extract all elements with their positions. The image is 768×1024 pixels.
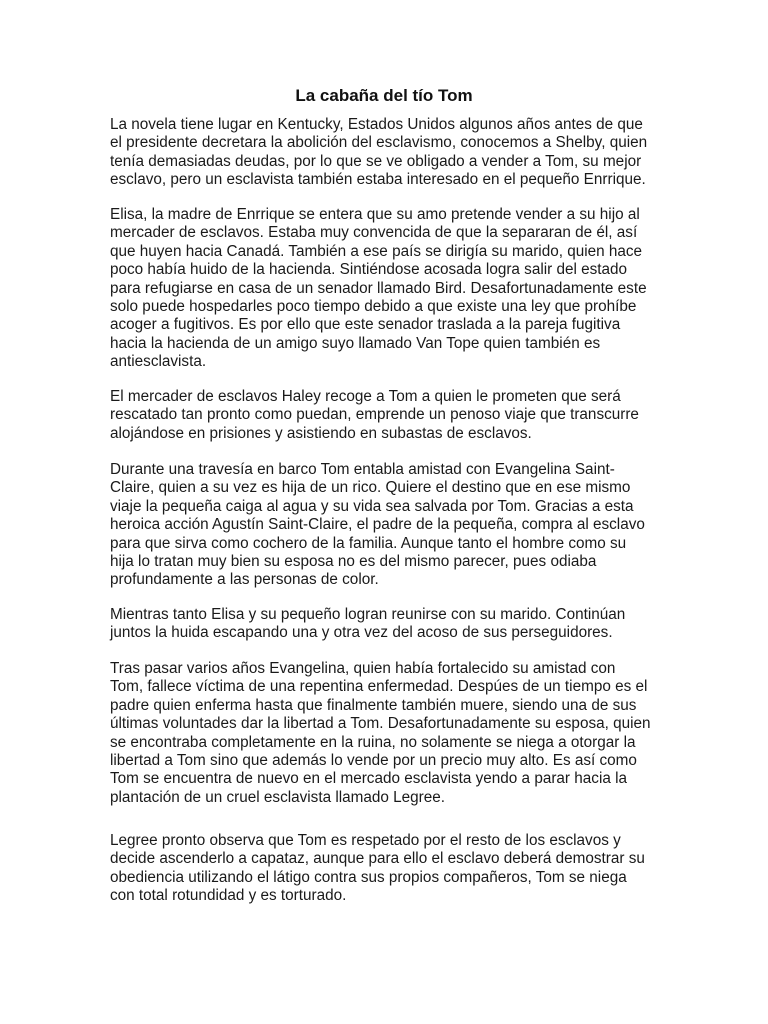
- text-line: Tom, fallece víctima de una repentina enfermedad. Despúes de un tiempo es el: [110, 678, 648, 696]
- text-line: el presidente decretara la abolición del esclavismo, conocemos a Shelby, quien: [110, 134, 648, 152]
- text-line: Elisa, la madre de Enrrique se entera que su amo pretende vender a su hijo al: [110, 206, 640, 223]
- text-line: esclavo, pero un esclavista también estaba interesado en el pequeño Enrrique.: [110, 171, 646, 189]
- text-line: alojándose en prisiones y asistiendo en subastas de esclavos.: [110, 424, 532, 442]
- paragraph-6: [110, 660, 670, 807]
- text-line: últimas voluntades dar la libertad a Tom. Desafortunadamente su esposa, quien: [110, 715, 651, 733]
- text-line: se encontraba completamente en la ruina, no solamente se niega a otorgar la: [110, 733, 636, 751]
- text-line: hija lo tratan muy bien su esposa no es del mismo parecer, pues odiaba: [110, 553, 597, 571]
- text-line: Tras pasar varios años Evangelina, quien había fortalecido su amistad con: [110, 660, 616, 677]
- text-line: tenía demasiadas deudas, por lo que se ve obligado a vender a Tom, su mejor: [110, 152, 642, 170]
- text-line: Claire, quien a su vez es hija de un rico. Quiere el destino que en ese mismo: [110, 479, 631, 497]
- paragraph-1: [110, 116, 670, 190]
- text-line: con total rotundidad y es torturado.: [110, 887, 347, 905]
- text-line: solo puede hospedarles poco tiempo debido a que existe una ley que prohíbe: [110, 298, 637, 316]
- text-line: decide ascenderlo a capataz, aunque para ello el esclavo deberá demostrar su: [110, 850, 645, 868]
- text-line: libertad a Tom sino que además lo vende por un precio muy alto. Es así como: [110, 752, 637, 770]
- text-line: juntos la huida escapando una y otra vez del acoso de sus perseguidores.: [110, 624, 613, 642]
- text-line: Mientras tanto Elisa y su pequeño logran reunirse con su marido. Continúan: [110, 606, 626, 623]
- paragraph-3: [110, 388, 670, 443]
- text-line: hacia la hacienda de un amigo suyo llamado Van Tope quien también es: [110, 334, 601, 352]
- text-line: para refugiarse en casa de un senador llamado Bird. Desafortunadamente este: [110, 279, 647, 297]
- text-line: para que sirva como cochero de la familia. Aunque tanto el hombre como su: [110, 534, 627, 552]
- text-line: antiesclavista.: [110, 353, 207, 371]
- paragraph-5: [110, 606, 670, 643]
- text-line: que huyen hacia Canadá. También a ese país se dirigía su marido, quien hace: [110, 242, 643, 260]
- paragraph-2: [110, 206, 670, 372]
- text-line: heroica acción Agustín Saint-Claire, el padre de la pequeña, compra al esclavo: [110, 516, 645, 534]
- text-line: mercader de esclavos. Estaba muy convencida de que la separaran de él, así: [110, 224, 638, 242]
- text-line: profundamente a las personas de color.: [110, 571, 379, 589]
- text-line: viaje la pequeña caiga al agua y su vida sea salvada por Tom. Gracias a esta: [110, 497, 634, 515]
- text-line: Tom se encuentra de nuevo en el mercado esclavista yendo a parar hacia la: [110, 770, 628, 788]
- paragraph-4: [110, 461, 670, 590]
- text-line: plantación de un cruel esclavista llamado Legree.: [110, 788, 446, 806]
- text-line: Legree pronto observa que Tom es respetado por el resto de los esclavos y: [110, 832, 621, 849]
- text-line: El mercader de esclavos Haley recoge a Tom a quien le prometen que será: [110, 388, 621, 405]
- text-line: rescatado tan pronto como puedan, emprende un penoso viaje que transcurre: [110, 406, 639, 424]
- text-line: obediencia utilizando el látigo contra sus propios compañeros, Tom se niega: [110, 868, 627, 886]
- text-line: poco había huido de la hacienda. Sintiéndose acosada logra salir del estado: [110, 261, 628, 279]
- text-line: padre quien enferma hasta que finalmente también muere, siendo una de sus: [110, 696, 637, 714]
- text-line: acoger a fugitivos. Es por ello que este senador traslada a la pareja fugitiva: [110, 316, 621, 334]
- text-line: La novela tiene lugar en Kentucky, Estados Unidos algunos años antes de que: [110, 116, 643, 133]
- paragraph-7: [110, 832, 670, 906]
- document-title: La cabaña del tío Tom: [295, 86, 473, 105]
- text-line: Durante una travesía en barco Tom entabla amistad con Evangelina Saint-: [110, 461, 615, 478]
